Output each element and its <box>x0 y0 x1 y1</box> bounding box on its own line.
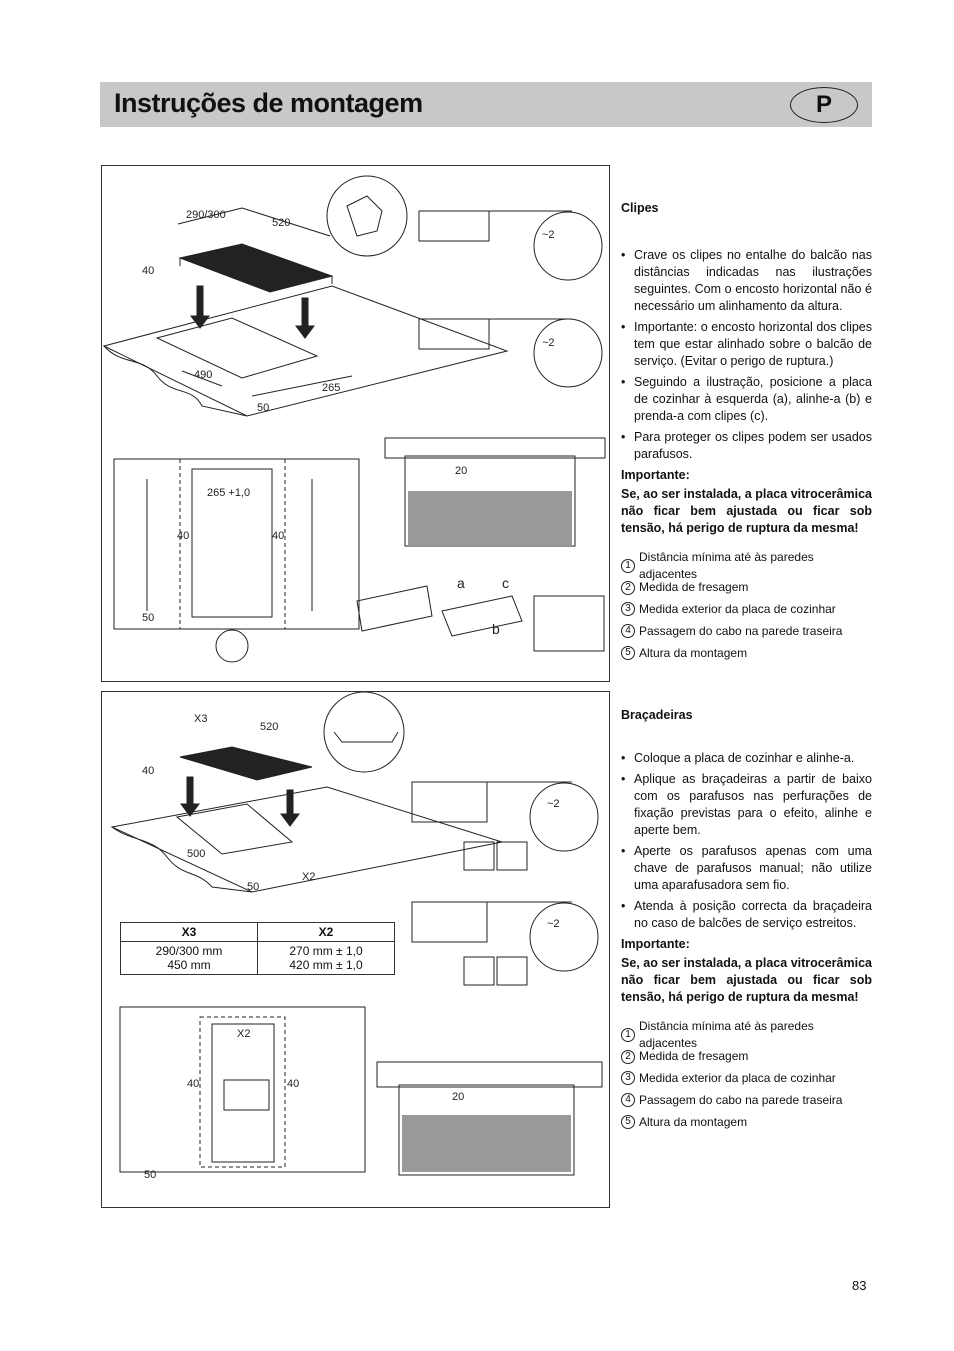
list-item: • Para proteger os clipes podem ser usados parafusos. <box>621 429 872 463</box>
bracket-detail-circle <box>324 692 404 772</box>
label-520: 520 <box>260 721 279 733</box>
label-500: 500 <box>187 848 206 860</box>
label-40-left: 40 <box>177 530 190 542</box>
clips-instructions <box>621 200 872 664</box>
legend-item: 5 Altura da montagem <box>621 1111 872 1133</box>
label-2-mid: ~2 <box>542 337 555 349</box>
page-header <box>100 82 872 127</box>
label-40: 40 <box>142 765 155 777</box>
brackets-instructions <box>621 707 872 1133</box>
page-title: Instruções de montagem <box>114 88 423 118</box>
clip-detail-circle <box>327 176 407 256</box>
table-header-row <box>121 923 395 942</box>
list-item: • Aperte os parafusos apenas com uma chave de parafusos manual; não utilize uma aparafusadora sem fio. <box>621 843 872 894</box>
important-label: Importante: <box>621 468 690 482</box>
label-x2-plan: X2 <box>237 1028 251 1040</box>
table-header: X2 <box>258 923 395 942</box>
label-40-left: 40 <box>187 1078 200 1090</box>
legend-item: 2 Medida de fresagem <box>621 577 872 599</box>
list-item: • Seguindo a ilustração, posicione a placa de cozinhar à esquerda (a), alinhe-a (b) e prenda-a com clipes (c). <box>621 374 872 425</box>
label-2-mid: ~2 <box>547 918 560 930</box>
important-warning: Se, ao ser instalada, a placa vitrocerâmica não ficar bem ajustada ou ficar sob tensão, há perigo de ruptura da mesma! <box>621 487 872 535</box>
legend-item: 4 Passagem do cabo na parede traseira <box>621 1089 872 1111</box>
label-2-top: ~2 <box>547 798 560 810</box>
list-item: • Aplique as braçadeiras a partir de baixo com os parafusos nas perfurações de fixação previstas para o efeito, alinhe e aperte bem. <box>621 771 872 839</box>
list-item: • Coloque a placa de cozinhar e alinhe-a. <box>621 750 872 767</box>
table-row <box>121 942 395 975</box>
label-40-right: 40 <box>287 1078 300 1090</box>
label-20: 20 <box>452 1091 465 1103</box>
hob <box>180 244 332 292</box>
brackets-title: Braçadeiras <box>621 708 693 722</box>
label-490: 490 <box>194 369 213 381</box>
label-2-top: ~2 <box>542 229 555 241</box>
label-x2: X2 <box>302 871 316 883</box>
list-item: • Importante: o encosto horizontal dos clipes tem que estar alinhado sobre o balcão de serviço. (Evitar o perigo de ruptura.) <box>621 319 872 370</box>
label-b: b <box>492 621 500 637</box>
label-20: 20 <box>455 465 468 477</box>
brackets-bullets <box>621 750 872 932</box>
label-520: 520 <box>272 217 291 229</box>
dimensions-table <box>120 922 395 975</box>
label-x3: X3 <box>194 713 208 725</box>
label-a: a <box>457 575 465 591</box>
cutout <box>157 318 317 378</box>
clips-diagram <box>102 166 609 681</box>
brackets-diagram-panel <box>101 691 610 1208</box>
important-warning: Se, ao ser instalada, a placa vitrocerâmica não ficar bem ajustada ou ficar sob tensão, há perigo de ruptura da mesma! <box>621 956 872 1004</box>
table-cell: 270 mm ± 1,0 420 mm ± 1,0 <box>258 942 395 975</box>
legend <box>621 1018 872 1133</box>
list-item: • Atenda à posição correcta da braçadeira no caso de balcões de serviço estreitos. <box>621 898 872 932</box>
important-label: Importante: <box>621 937 690 951</box>
legend-item: 3 Medida exterior da placa de cozinhar <box>621 1068 872 1090</box>
legend-item: 5 Altura da montagem <box>621 642 872 664</box>
legend-item: 4 Passagem do cabo na parede traseira <box>621 620 872 642</box>
label-265: 265 <box>322 382 341 394</box>
clips-bullets <box>621 247 872 463</box>
legend-item: 2 Medida de fresagem <box>621 1046 872 1068</box>
label-40: 40 <box>142 265 155 277</box>
language-badge: P <box>790 87 858 123</box>
label-265-tol: 265 +1,0 <box>207 487 251 499</box>
hob <box>180 747 312 780</box>
label-50-plan: 50 <box>144 1169 157 1181</box>
list-item: • Crave os clipes no entalhe do balcão nas distâncias indicadas nas ilustrações seguintes. Com o encosto horizontal não é necessário um alinhamento da altura. <box>621 247 872 315</box>
legend-item: 1 Distância mínima até às paredes adjacentes <box>621 1024 872 1046</box>
label-c: c <box>502 575 509 591</box>
table-header: X3 <box>121 923 258 942</box>
legend-item: 3 Medida exterior da placa de cozinhar <box>621 599 872 621</box>
legend <box>621 549 872 664</box>
table-cell: 290/300 mm 450 mm <box>121 942 258 975</box>
label-40-right: 40 <box>272 530 285 542</box>
page-number: 83 <box>852 1278 867 1293</box>
label-50: 50 <box>257 402 270 414</box>
label-50-plan: 50 <box>142 612 155 624</box>
clips-diagram-panel <box>101 165 610 682</box>
label-290-300: 290/300 <box>186 209 226 221</box>
clips-title: Clipes <box>621 201 659 215</box>
label-50: 50 <box>247 881 260 893</box>
legend-item: 1 Distância mínima até às paredes adjacentes <box>621 555 872 577</box>
